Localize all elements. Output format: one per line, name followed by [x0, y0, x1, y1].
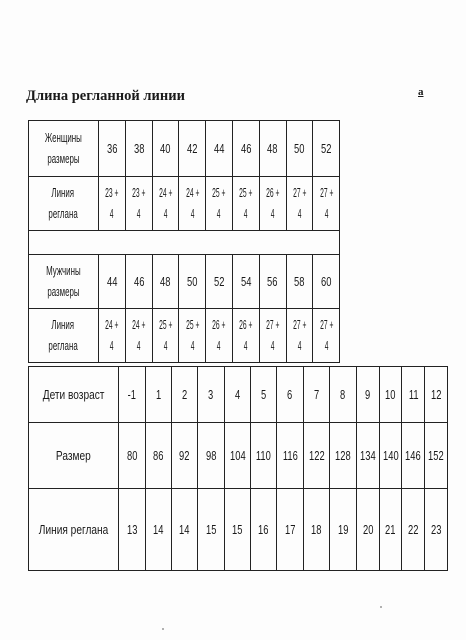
kids-age-row: [29, 367, 448, 423]
kids-raglan-row: [29, 489, 448, 571]
adult-raglan-table: [28, 120, 340, 363]
kids-size-label: Размер: [29, 423, 119, 489]
kids-age: 4: [225, 367, 251, 423]
kids-raglan-value: 15: [198, 489, 225, 571]
women-raglan-value: 25 + 4: [233, 177, 260, 231]
women-size: 46: [233, 121, 260, 177]
men-sizes-row: [29, 255, 340, 309]
scan-speck: [162, 628, 164, 630]
men-raglan-value: 27 + 4: [313, 309, 340, 363]
kids-size: 98: [198, 423, 225, 489]
kids-raglan-value: 17: [277, 489, 304, 571]
kids-age: 12: [425, 367, 448, 423]
kids-raglan-value: 15: [225, 489, 251, 571]
women-raglan-value: 26 + 4: [259, 177, 286, 231]
kids-raglan-value: 22: [402, 489, 425, 571]
kids-raglan-value: 16: [251, 489, 277, 571]
kids-size: 116: [277, 423, 304, 489]
men-raglan-row: [29, 309, 340, 363]
women-size: 40: [152, 121, 179, 177]
men-raglan-value: 24 + 4: [99, 309, 126, 363]
men-size: 50: [179, 255, 206, 309]
men-size: 54: [233, 255, 260, 309]
women-size: 42: [179, 121, 206, 177]
kids-size: 110: [251, 423, 277, 489]
corner-mark: а: [418, 86, 424, 98]
kids-age: 9: [357, 367, 380, 423]
kids-raglan-value: 14: [146, 489, 172, 571]
women-raglan-label: Линия реглана: [29, 177, 99, 231]
kids-size: 140: [379, 423, 402, 489]
kids-age: 6: [277, 367, 304, 423]
men-size: 52: [206, 255, 233, 309]
men-raglan-value: 27 + 4: [259, 309, 286, 363]
kids-age: -1: [119, 367, 146, 423]
women-raglan-value: 27 + 4: [313, 177, 340, 231]
kids-size: 122: [304, 423, 330, 489]
page-title: Длина регланной линии: [26, 88, 185, 104]
women-size: 48: [259, 121, 286, 177]
kids-age: 1: [146, 367, 172, 423]
kids-raglan-value: 21: [379, 489, 402, 571]
kids-raglan-value: 20: [357, 489, 380, 571]
kids-size: 134: [357, 423, 380, 489]
spacer-row: [29, 231, 340, 255]
kids-raglan-label: Линия реглана: [29, 489, 119, 571]
men-raglan-value: 25 + 4: [152, 309, 179, 363]
men-raglan-value: 26 + 4: [206, 309, 233, 363]
kids-age-label: Дети возраст: [29, 367, 119, 423]
kids-raglan-value: 19: [330, 489, 357, 571]
men-raglan-label: Линия реглана: [29, 309, 99, 363]
men-raglan-value: 26 + 4: [233, 309, 260, 363]
kids-size: 92: [172, 423, 198, 489]
women-raglan-row: [29, 177, 340, 231]
women-raglan-value: 24 + 4: [152, 177, 179, 231]
kids-age: 10: [379, 367, 402, 423]
kids-raglan-value: 23: [425, 489, 448, 571]
women-size: 36: [99, 121, 126, 177]
kids-raglan-value: 18: [304, 489, 330, 571]
kids-age: 5: [251, 367, 277, 423]
kids-age: 11: [402, 367, 425, 423]
women-size: 44: [206, 121, 233, 177]
kids-age: 3: [198, 367, 225, 423]
kids-raglan-value: 14: [172, 489, 198, 571]
kids-size: 152: [425, 423, 448, 489]
men-sizes-label: Мужчины размеры: [29, 255, 99, 309]
women-size: 38: [126, 121, 153, 177]
men-raglan-value: 27 + 4: [286, 309, 313, 363]
women-sizes-label: Женщины размеры: [29, 121, 99, 177]
kids-raglan-table: [28, 366, 448, 571]
men-size: 60: [313, 255, 340, 309]
kids-size: 128: [330, 423, 357, 489]
kids-age: 7: [304, 367, 330, 423]
women-sizes-row: [29, 121, 340, 177]
men-size: 48: [152, 255, 179, 309]
women-raglan-value: 23 + 4: [99, 177, 126, 231]
women-size: 52: [313, 121, 340, 177]
men-size: 58: [286, 255, 313, 309]
kids-size: 80: [119, 423, 146, 489]
women-raglan-value: 27 + 4: [286, 177, 313, 231]
kids-age: 2: [172, 367, 198, 423]
kids-size-row: [29, 423, 448, 489]
men-raglan-value: 25 + 4: [179, 309, 206, 363]
men-size: 46: [126, 255, 153, 309]
kids-size: 146: [402, 423, 425, 489]
kids-size: 104: [225, 423, 251, 489]
women-raglan-value: 25 + 4: [206, 177, 233, 231]
scan-speck: [380, 606, 382, 608]
women-size: 50: [286, 121, 313, 177]
men-size: 56: [259, 255, 286, 309]
kids-size: 86: [146, 423, 172, 489]
women-raglan-value: 23 + 4: [126, 177, 153, 231]
men-size: 44: [99, 255, 126, 309]
kids-raglan-value: 13: [119, 489, 146, 571]
kids-age: 8: [330, 367, 357, 423]
women-raglan-value: 24 + 4: [179, 177, 206, 231]
men-raglan-value: 24 + 4: [126, 309, 153, 363]
